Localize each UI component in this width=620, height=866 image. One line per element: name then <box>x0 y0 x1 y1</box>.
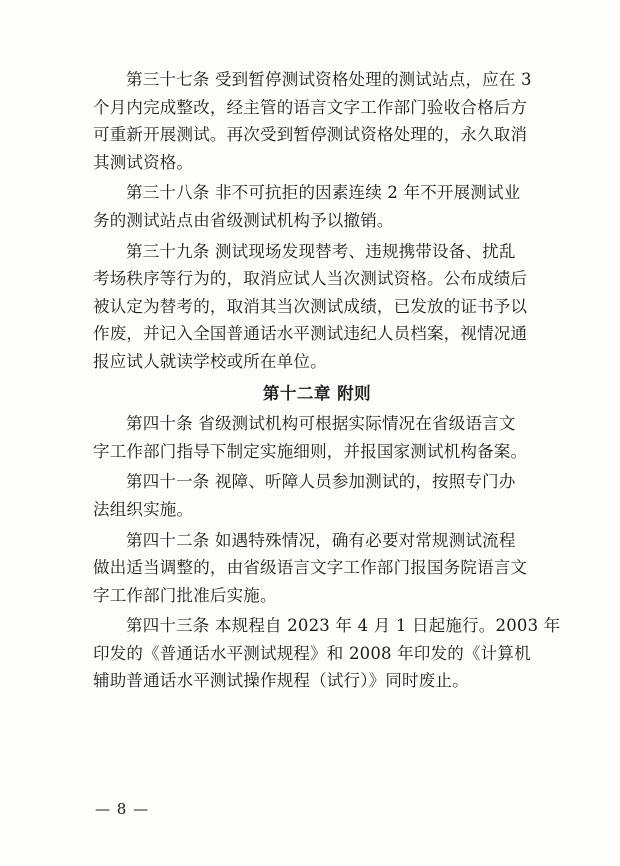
text-line: 第四十三条 本规程自 2023 年 4 月 1 日起施行。2003 年 <box>126 616 561 636</box>
article-42 <box>93 527 541 610</box>
text-line: 字工作部门批准后实施。 <box>93 585 277 605</box>
text-line: 第四十二条 如遇特殊情况，确有必要对常规测试流程 <box>126 530 516 550</box>
text-line: 务的测试站点由省级测试机构予以撤销。 <box>93 210 394 230</box>
page-number: — 8 — <box>95 800 150 818</box>
text-line: 作废，并记入全国普通话水平测试违纪人员档案，视情况通 <box>93 324 528 344</box>
text-line: 辅助普通话水平测试操作规程（试行）》同时废止。 <box>93 671 469 691</box>
article-40 <box>93 410 541 465</box>
text-line: 印发的《普通话水平测试规程》和 2008 年印发的《计算机 <box>93 643 531 663</box>
text-line: 做出适当调整的，由省级语言文字工作部门报国务院语言文 <box>93 558 528 578</box>
text-line: 第三十七条 受到暂停测试资格处理的测试站点，应在 3 <box>126 70 532 89</box>
text-line: 可重新开展测试。再次受到暂停测试资格处理的，永久取消 <box>93 125 528 145</box>
text-line: 第四十一条 视障、听障人员参加测试的，按照专门办 <box>126 472 516 492</box>
text-line: 考场秩序等行为的，取消应试人当次测试资格。公布成绩后 <box>93 269 528 289</box>
text-line: 法组织实施。 <box>93 499 194 519</box>
article-39 <box>93 238 541 376</box>
text-line: 报应试人就读学校或所在单位。 <box>93 351 327 371</box>
chapter-title: 第十二章 附则 <box>262 383 372 403</box>
text-line: 被认定为替考的，取消其当次测试成绩，已发放的证书予以 <box>93 296 528 316</box>
article-37 <box>93 66 541 176</box>
article-43 <box>93 612 561 695</box>
text-line: 字工作部门指导下制定实施细则，并报国家测试机构备案。 <box>93 441 528 461</box>
page-content <box>93 66 561 695</box>
text-line: 第三十九条 测试现场发现替考、违规携带设备、扰乱 <box>126 241 516 261</box>
article-38 <box>93 179 541 234</box>
article-41 <box>93 468 541 523</box>
text-line: 第四十条 省级测试机构可根据实际情况在省级语言文 <box>126 414 516 434</box>
text-line: 第三十八条 非不可抗拒的因素连续 2 年不开展测试业 <box>126 183 521 203</box>
text-line: 其测试资格。 <box>93 152 194 172</box>
text-line: 个月内完成整改，经主管的语言文字工作部门验收合格后方 <box>93 97 528 117</box>
